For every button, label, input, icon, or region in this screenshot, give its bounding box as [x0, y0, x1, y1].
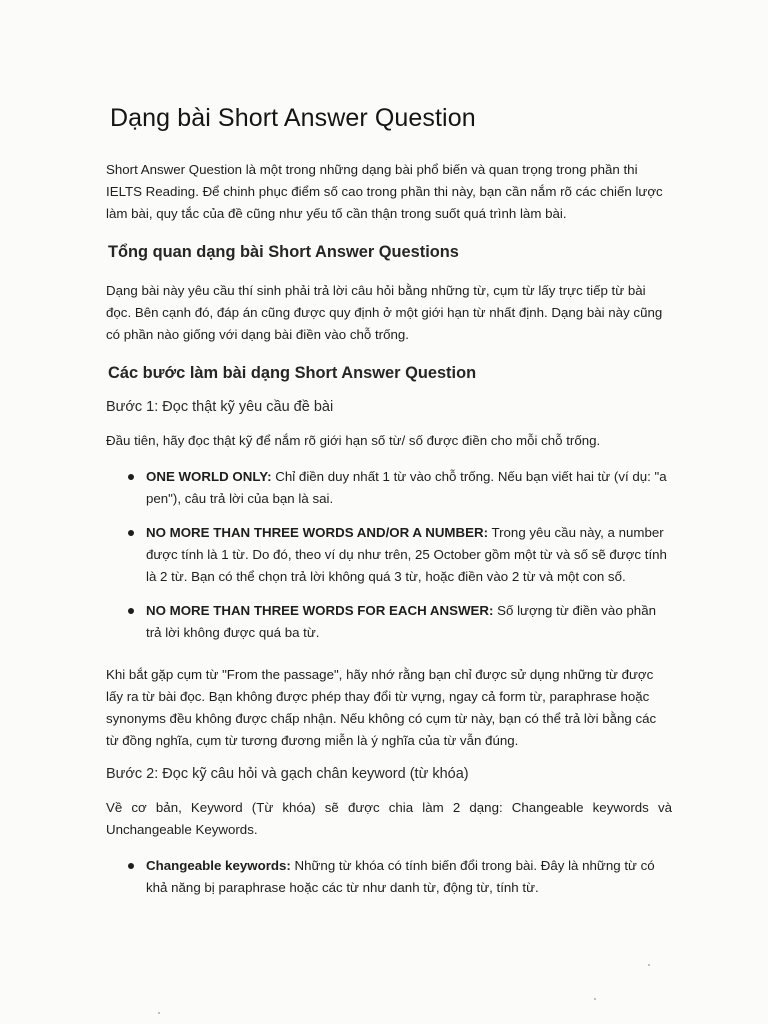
section-heading-overview: Tổng quan dạng bài Short Answer Questions	[108, 243, 459, 261]
document-content	[106, 104, 672, 919]
step2-intro: Về cơ bản, Keyword (Từ khóa) sẽ được chia làm 2 dạng: Changeable keywords và Unchangeable Keywords.	[106, 800, 672, 837]
scan-speck	[594, 998, 596, 1000]
bullet-icon	[128, 474, 134, 480]
bullet-label: NO MORE THAN THREE WORDS AND/OR A NUMBER:	[146, 525, 489, 540]
bullet-text: Những từ khóa có tính biến đổi trong bài. Đây là những từ có khả năng bị paraphrase hoặc các từ như danh từ, động từ, tính từ.	[146, 858, 655, 895]
page-title: Dạng bài Short Answer Question	[110, 104, 476, 132]
list-item	[106, 600, 672, 644]
bullet-text: Chỉ điền duy nhất 1 từ vào chỗ trống. Nếu bạn viết hai từ (ví dụ: "a pen"), câu trả lời của bạn là sai.	[146, 469, 667, 506]
overview-paragraph: Dạng bài này yêu cầu thí sinh phải trả lời câu hỏi bằng những từ, cụm từ lấy trực tiếp từ bài đọc. Bên cạnh đó, đáp án cũng được quy định ở một giới hạn từ nhất định. Dạng bài này cũng có phần nào giống với dạng bài điền vào chỗ trống.	[106, 283, 663, 342]
bullet-icon	[128, 530, 134, 536]
intro-paragraph: Short Answer Question là một trong những dạng bài phổ biến và quan trọng trong phần thi IELTS Reading. Để chinh phục điểm số cao trong phần thi này, bạn cần nắm rõ các chiến lược làm bài, quy tắc của đề cũng như yếu tố cần thận trong suốt quá trình làm bài.	[106, 162, 663, 221]
step1-bullet-list	[106, 466, 672, 644]
bullet-label: Changeable keywords:	[146, 858, 291, 873]
section-heading-steps: Các bước làm bài dạng Short Answer Question	[108, 364, 477, 382]
step2-title: Bước 2: Đọc kỹ câu hỏi và gạch chân keyword (từ khóa)	[106, 766, 469, 782]
bullet-label: ONE WORLD ONLY:	[146, 469, 272, 484]
bullet-text: Số lượng từ điền vào phần trả lời không được quá ba từ.	[146, 603, 656, 640]
step1-closing: Khi bắt gặp cụm từ "From the passage", hãy nhớ rằng bạn chỉ được sử dụng những từ được lấy ra từ bài đọc. Bạn không được phép thay đổi từ vựng, ngay cả form từ, paraphrase hoặc synonyms đều không được chấp nhận. Nếu không có cụm từ này, bạn có thể trả lời bằng các từ đồng nghĩa, cụm từ tương đương miễn là ý nghĩa của từ vẫn đúng.	[106, 667, 657, 748]
step2-bullet-list	[106, 855, 672, 899]
scan-speck	[158, 1012, 160, 1014]
step1-title: Bước 1: Đọc thật kỹ yêu cầu đề bài	[106, 399, 334, 415]
scan-speck	[648, 964, 650, 966]
bullet-icon	[128, 863, 134, 869]
bullet-text: Trong yêu cầu này, a number được tính là 1 từ. Do đó, theo ví dụ như trên, 25 October gồm một từ và số sẽ được tính là 2 từ. Bạn có thể chọn trả lời không quá 3 từ, hoặc điền vào 2 từ và một con số.	[146, 525, 667, 584]
list-item	[106, 855, 672, 899]
list-item	[106, 522, 672, 588]
list-item	[106, 466, 672, 510]
step1-intro: Đầu tiên, hãy đọc thật kỹ để nắm rõ giới hạn số từ/ số được điền cho mỗi chỗ trống.	[106, 433, 601, 448]
bullet-label: NO MORE THAN THREE WORDS FOR EACH ANSWER:	[146, 603, 494, 618]
bullet-icon	[128, 608, 134, 614]
